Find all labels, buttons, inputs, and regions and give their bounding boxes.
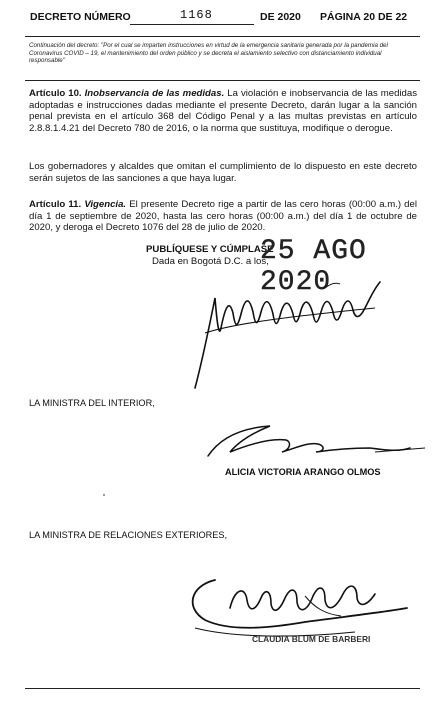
- page-number: PÁGINA 20 DE 22: [320, 11, 408, 23]
- article-11-subtitle: Vigencia.: [84, 199, 127, 210]
- role-interior: LA MINISTRA DEL INTERIOR,: [29, 398, 155, 408]
- role-exterior: LA MINISTRA DE RELACIONES EXTERIORES,: [29, 530, 228, 540]
- signature-interior: [200, 418, 430, 468]
- decree-label: DECRETO NÚMERO: [30, 11, 131, 23]
- continuation-note: Continuación del decreto: "Por el cual se imparten instrucciones en virtud de la emergencia sanitaria generada por la pandemia del Coronavirus COVID – 19, el mantenimiento del orden público y se decreta el aislamiento selectivo con distanciamiento individual responsable": [29, 42, 388, 64]
- date-stamp: 25 AGO 2020: [260, 236, 367, 298]
- footer-rule: [25, 688, 420, 689]
- name-interior: ALICIA VICTORIA ARANGO OLMOS: [225, 467, 381, 477]
- article-11: [29, 199, 417, 234]
- given-line: Dada en Bogotá D.C. a los,: [152, 256, 269, 267]
- page-header: [30, 8, 430, 28]
- header-rule-bottom: [25, 80, 420, 81]
- decree-number: 1168: [180, 8, 213, 22]
- article-10: [29, 88, 417, 134]
- name-exterior: CLAUDIA BLUM DE BARBERI: [252, 634, 371, 644]
- publish-line: PUBLÍQUESE Y CÚMPLASE: [146, 244, 274, 255]
- header-rule-top: [25, 36, 420, 37]
- decree-year: DE 2020: [260, 11, 301, 23]
- decree-number-line: [130, 24, 254, 25]
- article-10-subtitle: Inobservancia de las medidas.: [84, 88, 225, 99]
- presidential-signature: [175, 268, 390, 393]
- scan-speck: [103, 494, 105, 496]
- article-11-title: Artículo 11.: [29, 199, 82, 210]
- article-10-text: La violación e inobservancia de las medidas adoptadas e instrucciones dadas mediante el presente Decreto, darán lugar a la sanción penal prevista en el artículo 368 del Código Penal y a las multas previstas en artículo 2.8.8.1.4.21 del Decreto 780 de 2016, o la norma que sustituya, modifique o derogue.: [29, 88, 418, 134]
- article-11-text: El presente Decreto rige a partir de las cero horas (00:00 a.m.) del día 1 de septiembre de 2020, hasta las cero horas (00:00 a.m.) del día 1 de octubre de 2020, y deroga el Decreto 1076 del 28 de julio de 2020.: [29, 199, 417, 234]
- paragraph-governors: Los gobernadores y alcaldes que omitan el cumplimiento de lo dispuesto en este decreto serán sujetos de las sanciones a que haya lugar.: [29, 161, 417, 184]
- article-10-title: Artículo 10.: [29, 88, 82, 99]
